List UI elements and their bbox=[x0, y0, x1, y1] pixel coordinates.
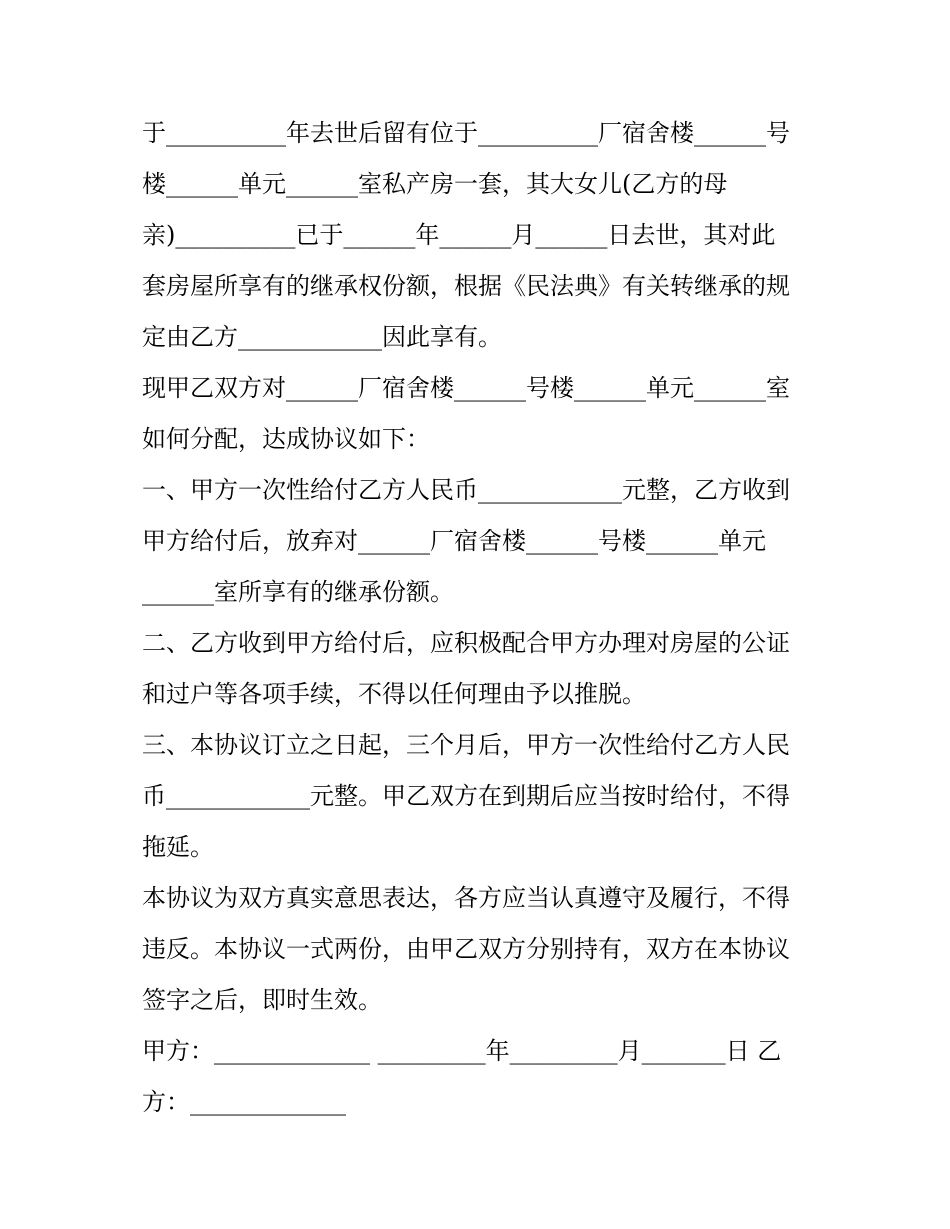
text-line-11: 二、乙方收到甲方给付后，应积极配合甲方办理对房屋的公证 bbox=[142, 629, 790, 657]
text-line-5: 定由乙方____________因此享有。 bbox=[142, 323, 502, 351]
text-line-18: 签字之后，即时生效。 bbox=[142, 986, 382, 1014]
text-line-15: 拖延。 bbox=[142, 833, 214, 861]
text-line-9: 甲方给付后，放弃对______厂宿舍楼______号楼______单元 bbox=[142, 527, 766, 555]
text-line-1: 于__________年去世后留有位于__________厂宿舍楼______号 bbox=[142, 119, 790, 147]
text-line-13: 三、本协议订立之日起，三个月后，甲方一次性给付乙方人民 bbox=[142, 731, 790, 759]
text-line-2: 楼______单元______室私产房一套，其大女儿(乙方的母 bbox=[142, 170, 728, 198]
text-line-10: ______室所享有的继承份额。 bbox=[142, 578, 454, 606]
signature-line-party-b: 方：_____________ bbox=[142, 1088, 346, 1116]
agreement-body bbox=[142, 108, 832, 1128]
text-line-16: 本协议为双方真实意思表达，各方应当认真遵守及履行，不得 bbox=[142, 884, 790, 912]
text-line-3: 亲)__________已于______年______月______日去世，其对此 bbox=[142, 221, 776, 249]
text-line-17: 违反。本协议一式两份，由甲乙双方分别持有，双方在本协议 bbox=[142, 935, 790, 963]
text-line-6: 现甲乙双方对______厂宿舍楼______号楼______单元______室 bbox=[142, 374, 790, 402]
text-line-4: 套房屋所享有的继承权份额，根据《民法典》有关转继承的规 bbox=[142, 272, 790, 300]
text-line-12: 和过户等各项手续，不得以任何理由予以推脱。 bbox=[142, 680, 646, 708]
signature-line-party-a: 甲方：_____________ _________年_________月_______日 乙 bbox=[142, 1037, 782, 1065]
text-line-8: 一、甲方一次性给付乙方人民币____________元整，乙方收到 bbox=[142, 476, 790, 504]
text-line-7: 如何分配，达成协议如下： bbox=[142, 425, 430, 453]
text-line-14: 币____________元整。甲乙双方在到期后应当按时给付，不得 bbox=[142, 782, 790, 810]
